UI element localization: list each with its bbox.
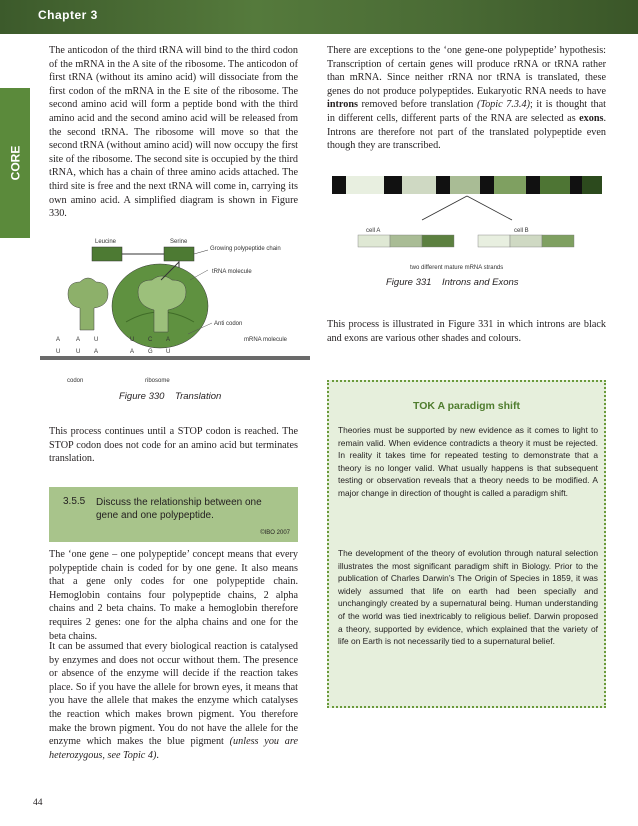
anticodon-label: Anti codon <box>214 321 243 327</box>
anticodon-base: A <box>166 337 171 343</box>
right-p1-c: ; it is thought that in different cells, different parts of the RNA are selected as <box>327 99 606 124</box>
codon-base: U <box>166 349 171 355</box>
leucine-box <box>92 247 122 261</box>
right-p1-b: removed before translation <box>357 99 477 111</box>
objective-source: ©IBO 2007 <box>260 530 290 536</box>
chapter-header-bar <box>0 0 638 34</box>
anticodon-base: A <box>76 337 81 343</box>
right-p1-a: There are exceptions to the ‘one gene-one polypeptide’ hypothesis: Transcription of certain genes will produce rRNA or tRNA rather than mRNA. Since neither rRNA nor tRNA is translated, these genes do not produce polypeptides. Eukaryotic RNA needs to have <box>327 45 606 97</box>
codon-label: codon <box>67 378 84 384</box>
mrna-label: mRNA molecule <box>244 337 288 343</box>
cell-a-label: cell A <box>366 228 381 234</box>
figure-331-number: Figure 331 <box>386 277 432 288</box>
growing-chain-label: Growing polypeptide chain <box>210 246 281 252</box>
exons-term: exons <box>579 112 604 124</box>
figure-331-title: Introns and Exons <box>441 277 519 288</box>
codon-base: U <box>56 349 61 355</box>
figure-330-title: Translation <box>174 391 222 402</box>
codon-base: A <box>94 349 99 355</box>
left-paragraph-1: The anticodon of the third tRNA will bind to the third codon of the mRNA in the A site of the ribosome. The anticodon of first tRNA (without its amino acid) will dissociate from the first codon of the mRNA in the E site of the ribosome. The second amino acid will form a peptide bond with the third amino acid and the second amino acid will be released from the second tRNA. The ribosome will move so that the second tRNA (without amino acid) will now occupy the first site of the ribosome. The second site is occupied by the third tRNA, which has a chain of three amino acids attached. The third site is free and the next tRNA will come in, carrying its own amino acid. A simplified diagram is shown in Figure 330. <box>49 45 298 220</box>
core-tab-label: CORE <box>8 145 23 181</box>
tok-title: TOK A paradigm shift <box>413 400 520 412</box>
anticodon-base: U <box>94 337 99 343</box>
figure-330-number: Figure 330 <box>119 391 165 402</box>
syllabus-objective-box <box>49 487 298 542</box>
figure-330-translation-diagram <box>40 232 310 390</box>
trna-label: tRNA molecule <box>212 269 252 275</box>
codon-base: U <box>76 349 81 355</box>
anticodon-base: C <box>148 337 153 343</box>
serine-label: Serine <box>170 239 188 245</box>
chapter-label: Chapter 3 <box>38 8 98 22</box>
anticodon-base: A <box>56 337 61 343</box>
paragraph-4-end: . <box>156 749 159 761</box>
cell-b-label: cell B <box>514 228 529 234</box>
objective-number: 3.5.5 <box>63 496 86 507</box>
objective-text: Discuss the relationship between one gene and one polypeptide. <box>96 497 262 521</box>
topic-reference: (Topic 7.3.4) <box>476 99 530 111</box>
paragraph-4-italic: (unless you are heterozygous, see Topic 4) <box>49 736 298 761</box>
right-paragraph-1 <box>327 44 606 153</box>
left-paragraph-2: This process continues until a STOP codon is reached. The STOP codon does not code for an amino acid but terminates translation. <box>49 426 298 465</box>
trna-left <box>68 278 108 330</box>
left-paragraph-4 <box>49 640 298 762</box>
tok-paragraph-1: Theories must be supported by new evidence as it comes to light to remain valid. When evidence contradicts a theory it must be rejected. In reality it takes time for repeated testing to demonstrate that a theory is no longer valid. What usually happens is that subsequent testing or observation reveals that a theory needs to be modified. A major change in direction of thought is called a paradigm shift. <box>338 425 598 498</box>
tok-box <box>327 380 606 708</box>
introns-term: introns <box>327 99 358 111</box>
figure-331-introns-exons-diagram <box>330 172 606 272</box>
page-number: 44 <box>33 798 43 808</box>
leucine-label: Leucine <box>95 239 117 245</box>
codon-base: G <box>148 349 153 355</box>
core-side-tab <box>0 88 30 238</box>
left-paragraph-3: The ‘one gene – one polypeptide’ concept means that every polypeptide chain is coded for by one gene. It also means that a gene only codes for one polypeptide chain. Hemoglobin contains four polypeptide chains, 2 alpha chains and 2 beta chains. To make a hemoglobin therefore requires 2 genes: one for the alpha chains and one for the beta chains. <box>49 549 298 642</box>
mature-strands-label: two different mature mRNA strands <box>410 265 504 271</box>
serine-box <box>164 247 194 261</box>
ribosome-label: ribosome <box>145 378 170 384</box>
right-p1-d: . Introns are therefore not part of the translated polypeptide even though they are transcribed. <box>327 112 606 152</box>
right-paragraph-2: This process is illustrated in Figure 331 in which introns are black and exons are various other shades and colours. <box>327 319 606 344</box>
tok-paragraph-2: The development of the theory of evolution through natural selection illustrates the most significant paradigm shift in Biology. Prior to the publication of Charles Darwin’s The Origin of Species in 1859, it was widely assumed that life on earth had been specially and unchangingly created by a supernatural being. Human understanding of the world was tied inextricably to religious belief. Darwin proposed a theory, supported by evidence, which explained that the variety of life on Earth is not necessarily tied to a supernatural belief. <box>338 548 598 647</box>
mrna-strand <box>40 356 310 360</box>
figure-330-caption <box>119 391 221 402</box>
anticodon-base: U <box>130 337 135 343</box>
paragraph-4-main: It can be assumed that every biological reaction is catalysed by enzymes and does not occur without them. The presence or absence of the enzyme will decide if the reaction takes place. So if you have the allele for brown eyes, it means that you have the allele that makes the enzyme which catalyses the reaction which makes brown pigment. You therefore make the brown pigment. You do not have the allele for the enzyme which makes the blue pigment <box>49 641 298 748</box>
codon-base: A <box>130 349 135 355</box>
figure-331-caption <box>386 277 519 288</box>
